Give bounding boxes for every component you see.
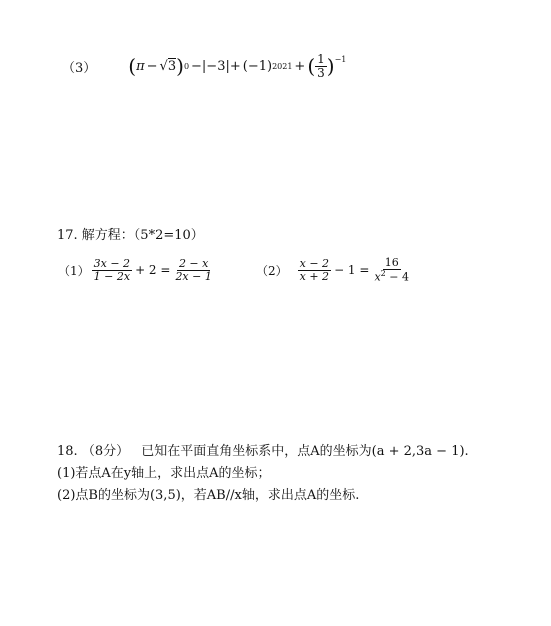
q17-part2 [256,252,411,288]
q17-part2-middle: − 1 = [334,263,370,277]
rhs-denominator-rest: − 4 [385,270,409,284]
plus-sign: + [294,58,306,74]
q17-part2-label: （2） [256,263,288,278]
q17-part1-label: （1） [58,263,90,278]
q18-subquestion-1: (1)若点A在y轴上，求出点A的坐标； [57,466,271,481]
q17-part2-lhs-fraction [298,258,331,282]
neg-one-base: (−1) [242,58,273,74]
close-paren-frac: ) [326,54,335,78]
q17-part2-rhs-fraction [372,257,411,283]
close-paren: ) [176,54,184,78]
sqrt-sign: √ [159,58,168,74]
lhs-numerator: 3x − 2 [93,256,131,270]
minus-sign: − [146,58,158,74]
lhs-numerator: x − 2 [299,256,330,270]
fraction-one-third [315,53,327,79]
lhs-denominator: x + 2 [299,269,330,283]
open-paren-frac: ( [307,54,316,78]
q17-part1-lhs-fraction [92,258,132,282]
q16-part3-label: （3） [62,60,97,76]
q18-score: （8分） [81,444,130,459]
q16-part3-expression [128,53,346,79]
open-paren: ( [128,54,137,78]
exponent-neg-one: −1 [334,54,347,64]
rhs-denominator [372,270,411,283]
rhs-denominator-base: x [374,270,381,284]
q17-part1-middle: + 2 = [135,263,171,277]
q17-title: 17. 解方程：（5*2=10） [57,228,204,243]
q18-stem: 已知在平面直角坐标系中，点A的坐标为(a + 2,3a − 1). [141,444,469,459]
q17-part1 [58,252,214,288]
exponent-2021: 2021 [272,61,293,71]
q16-part3 [62,46,346,86]
q18-number: 18. [57,444,78,459]
fraction-denominator: 3 [317,65,325,80]
rhs-numerator: 2 − x [178,256,209,270]
q17-part1-rhs-fraction [173,258,213,282]
exponent-zero: 0 [183,61,190,71]
pi-symbol: π [136,58,145,74]
sqrt-radicand: 3 [167,59,177,74]
absolute-term: −|−3|+ [191,58,241,74]
rhs-numerator: 16 [384,256,399,270]
rhs-denominator-exponent: 2 [380,268,386,278]
rhs-denominator: 2x − 1 [175,269,212,283]
q18-stem-line [57,440,469,459]
lhs-denominator: 1 − 2x [93,269,131,283]
fraction-numerator: 1 [317,51,325,66]
q18-subquestion-2: (2)点B的坐标为(3,5)，若AB//x轴，求出点A的坐标. [57,488,360,503]
